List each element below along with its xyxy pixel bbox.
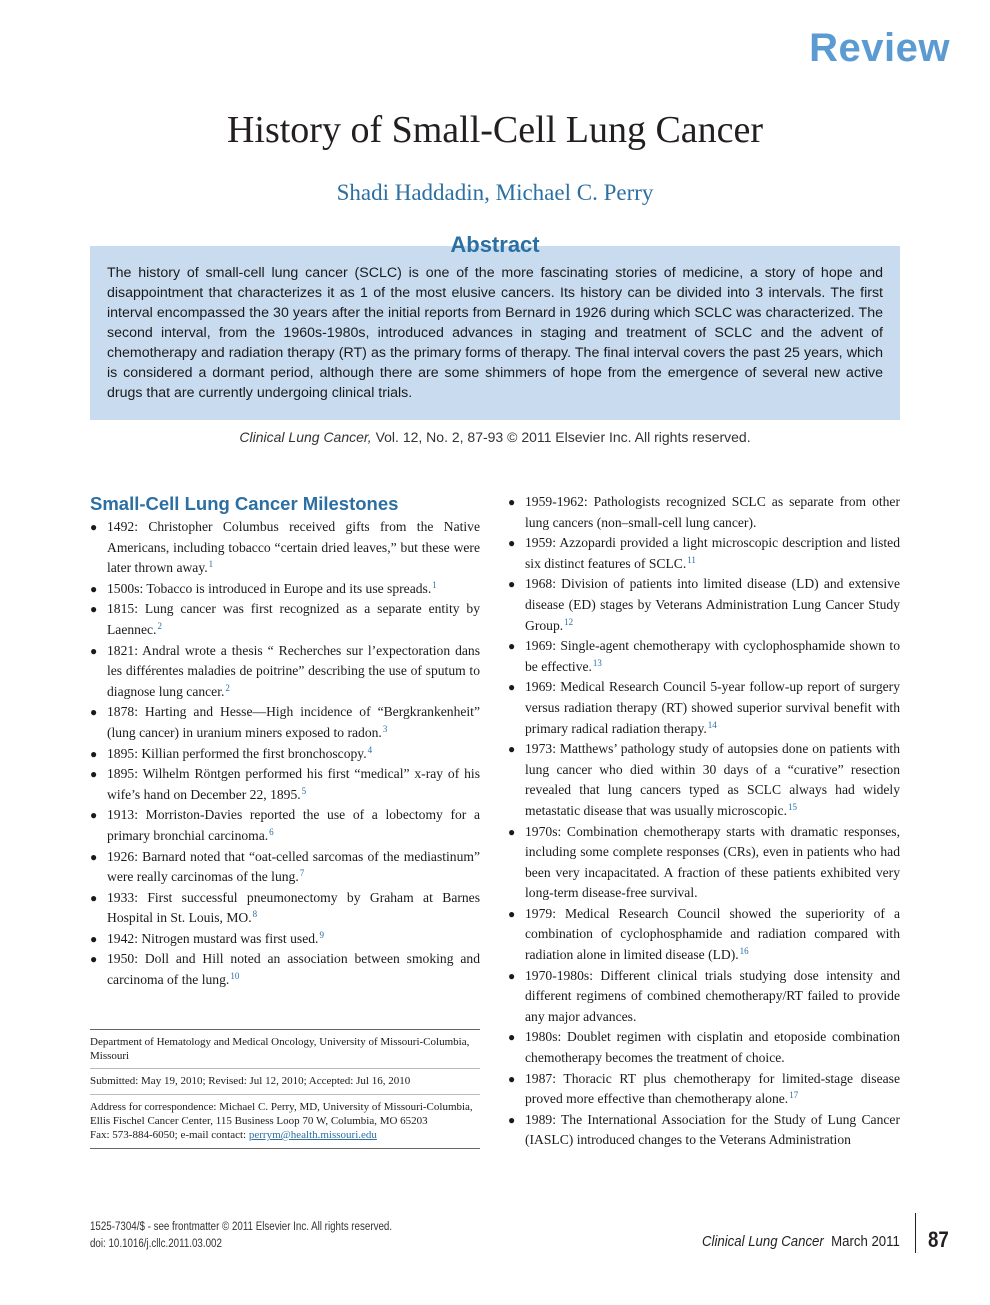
milestone-item bbox=[90, 641, 480, 703]
reference-marker[interactable]: 2 bbox=[225, 682, 230, 693]
milestone-item bbox=[508, 822, 900, 904]
citation-journal: Clinical Lung Cancer, bbox=[239, 429, 372, 445]
bullet-icon: ● bbox=[90, 746, 98, 761]
reference-marker[interactable]: 17 bbox=[789, 1090, 799, 1101]
bullet-icon: ● bbox=[508, 824, 516, 839]
reference-marker[interactable]: 5 bbox=[301, 785, 307, 796]
reference-marker[interactable]: 10 bbox=[230, 971, 240, 982]
bullet-icon: ● bbox=[90, 931, 98, 946]
article-authors: Shadi Haddadin, Michael C. Perry bbox=[336, 180, 654, 205]
milestone-item bbox=[90, 579, 480, 600]
milestone-text: 1969: Medical Research Council 5-year follow-up report of surgery versus radiation therapy (RT) showed superior survival benefit with primary radical radiation therapy. bbox=[525, 679, 900, 736]
reference-marker[interactable]: 9 bbox=[319, 929, 324, 940]
abstract-heading: Abstract bbox=[450, 232, 540, 257]
milestone-item bbox=[90, 949, 480, 990]
bullet-icon: ● bbox=[90, 520, 98, 534]
reference-marker[interactable]: 15 bbox=[787, 801, 797, 812]
milestone-item bbox=[508, 492, 900, 533]
footer-left bbox=[90, 1219, 392, 1253]
section-tag: Review bbox=[809, 26, 950, 70]
milestone-text: 1973: Matthews’ pathology study of autopsies done on patients with lung cancer who died within 30 days of a “curative” resection revealed that lung cancers typed as SCLC always had widely metastatic disease that was usually microscopic. bbox=[525, 741, 900, 818]
reference-marker[interactable]: 1 bbox=[432, 579, 437, 590]
milestone-item bbox=[508, 574, 900, 636]
footer-divider bbox=[915, 1213, 916, 1253]
reference-marker[interactable]: 3 bbox=[382, 723, 388, 734]
reference-marker[interactable]: 13 bbox=[592, 657, 602, 668]
milestone-item bbox=[508, 1110, 900, 1151]
milestone-item bbox=[90, 929, 480, 950]
milestone-text: 1970-1980s: Different clinical trials studying dose intensity and different regimens of combined chemotherapy/RT failed to provide any major advances. bbox=[525, 967, 900, 1024]
milestone-text: 1926: Barnard noted that “oat-celled sarcomas of the mediastinum” were really carcinomas of the lung. bbox=[107, 848, 480, 885]
footer-doi: doi: 10.1016/j.cllc.2011.03.002 bbox=[90, 1238, 222, 1250]
milestones-list-left bbox=[90, 517, 480, 991]
reference-marker[interactable]: 7 bbox=[299, 868, 305, 879]
milestone-text: 1500s: Tobacco is introduced in Europe and its use spreads. bbox=[107, 580, 432, 596]
milestone-text: 1959-1962: Pathologists recognized SCLC as separate from other lung cancers (non–small-cell lung cancer). bbox=[525, 494, 900, 530]
milestone-item bbox=[508, 966, 900, 1028]
milestone-text: 1942: Nitrogen mustard was first used. bbox=[107, 930, 319, 946]
reference-marker[interactable]: 12 bbox=[564, 616, 574, 627]
milestone-text: 1980s: Doublet regimen with cisplatin and etoposide combination chemotherapy becomes the treatment of choice. bbox=[525, 1029, 900, 1066]
bullet-icon: ● bbox=[508, 742, 516, 757]
bullet-icon: ● bbox=[90, 643, 98, 658]
bullet-icon: ● bbox=[90, 767, 98, 782]
bullet-icon: ● bbox=[508, 577, 516, 592]
correspondence-note bbox=[90, 1100, 480, 1142]
bullet-icon: ● bbox=[508, 1071, 516, 1086]
milestone-text: 1968: Division of patients into limited disease (LD) and extensive disease (ED) stages by Veterans Administration Lung Cancer Study Group. bbox=[525, 576, 900, 633]
milestone-item bbox=[508, 1069, 900, 1110]
citation bbox=[0, 429, 990, 445]
bullet-icon: ● bbox=[508, 680, 516, 695]
milestone-text: 1815: Lung cancer was first recognized as a separate entity by Laennec. bbox=[107, 601, 480, 637]
reference-marker[interactable]: 14 bbox=[707, 719, 717, 730]
citation-details: Vol. 12, No. 2, 87-93 © 2011 Elsevier Inc. All rights reserved. bbox=[371, 429, 751, 445]
milestone-item bbox=[508, 739, 900, 821]
correspondence-address: Address for correspondence: Michael C. Perry, MD, University of Missouri-Columbia, Ellis Fischel Cancer Center, 115 Business Loop 70 W, Columbia, MO 65203 bbox=[90, 1101, 473, 1127]
milestones-heading: Small-Cell Lung Cancer Milestones bbox=[90, 493, 399, 514]
bullet-icon: ● bbox=[508, 906, 516, 921]
bullet-icon: ● bbox=[90, 808, 98, 823]
milestone-text: 1492: Christopher Columbus received gifts from the Native Americans, including tobacco “certain dried leaves,” but these were later thrown away. bbox=[107, 519, 480, 576]
milestone-item bbox=[90, 702, 480, 743]
milestone-text: 1933: First successful pneumonectomy by Graham at Barnes Hospital in St. Louis, MO. bbox=[107, 889, 480, 926]
bullet-icon: ● bbox=[90, 705, 98, 720]
abstract-text: The history of small-cell lung cancer (SCLC) is one of the more fascinating stories of medicine, a story of hope and disappointment that characterizes it as 1 of the most elusive cancers. Its history can be divided into 3 intervals. The first interval encompassed the 30 years after the initial reports from Bernard in 1926 during which SCLC was characterized. The second interval, from the 1960s-1980s, introduced advances in staging and treatment of SCLC and the advent of chemotherapy and radiation therapy (RT) as the primary forms of therapy. The final interval covers the past 25 years, which is considered a dormant period, although there are some shimmers of hope from the emergence of several new active drugs that are currently undergoing clinical trials. bbox=[107, 265, 883, 401]
milestone-text: 1959: Azzopardi provided a light microscopic description and listed six distinct features of SCLC. bbox=[525, 535, 900, 571]
milestone-text: 1970s: Combination chemotherapy starts with dramatic responses, including some complete responses (CRs), even in patients who had been very incapacitated. A fraction of these patients exhibited very long-term disease-free survival. bbox=[525, 823, 900, 901]
bullet-icon: ● bbox=[90, 890, 98, 905]
bullet-icon: ● bbox=[508, 1030, 516, 1045]
bullet-icon: ● bbox=[90, 581, 98, 596]
milestone-item bbox=[90, 805, 480, 846]
dates-note: Submitted: May 19, 2010; Revised: Jul 12, 2010; Accepted: Jul 16, 2010 bbox=[90, 1075, 411, 1087]
footer-issue-date: March 2011 bbox=[831, 1233, 900, 1250]
reference-marker[interactable]: 6 bbox=[269, 826, 274, 837]
footer-journal: Clinical Lung Cancer bbox=[702, 1233, 824, 1250]
milestone-text: 1989: The International Association for the Study of Lung Cancer (IASLC) introduced changes to the Veterans Administration bbox=[525, 1111, 900, 1148]
milestone-text: 1969: Single-agent chemotherapy with cyclophosphamide shown to be effective. bbox=[525, 638, 900, 674]
milestone-item bbox=[90, 847, 480, 888]
milestone-text: 1913: Morriston-Davies reported the use of a lobectomy for a primary bronchial carcinoma. bbox=[107, 807, 480, 843]
bullet-icon: ● bbox=[508, 968, 516, 983]
email-link[interactable]: perrym@health.missouri.edu bbox=[248, 1129, 377, 1141]
page-number: 87 bbox=[928, 1227, 949, 1252]
left-column bbox=[90, 492, 480, 991]
milestone-item bbox=[90, 599, 480, 640]
notes-divider bbox=[90, 1029, 480, 1030]
notes-bottom-rule bbox=[90, 1148, 480, 1149]
reference-marker[interactable]: 16 bbox=[739, 946, 749, 957]
milestone-text: 1878: Harting and Hesse—High incidence of “Bergkrankenheit” (lung cancer) in uranium miners exposed to radon. bbox=[107, 704, 480, 740]
milestones-list-right bbox=[508, 492, 900, 1151]
milestone-item bbox=[508, 1027, 900, 1068]
bullet-icon: ● bbox=[90, 849, 98, 864]
bullet-icon: ● bbox=[90, 602, 98, 617]
milestone-text: 1895: Killian performed the first bronchoscopy. bbox=[107, 745, 367, 761]
reference-marker[interactable]: 2 bbox=[157, 620, 162, 631]
contact-prefix: Fax: 573-884-6050; e-mail contact: bbox=[90, 1129, 249, 1141]
milestone-text: 1895: Wilhelm Röntgen performed his first “medical” x-ray of his wife’s hand on December 22, 1895. bbox=[107, 766, 480, 802]
milestone-text: 1987: Thoracic RT plus chemotherapy for limited-stage disease proved more effective than chemotherapy alone. bbox=[525, 1070, 900, 1107]
reference-marker[interactable]: 11 bbox=[687, 554, 696, 565]
reference-marker[interactable]: 8 bbox=[252, 909, 258, 920]
milestone-item bbox=[90, 744, 480, 765]
bullet-icon: ● bbox=[90, 952, 98, 967]
milestone-item bbox=[90, 764, 480, 805]
milestone-text: 1979: Medical Research Council showed the superiority of a combination of cyclophosphamide and radiation compared with radiation alone in limited disease (LD). bbox=[525, 905, 900, 963]
reference-marker[interactable]: 4 bbox=[367, 744, 373, 755]
reference-marker[interactable]: 1 bbox=[208, 559, 214, 570]
bullet-icon: ● bbox=[508, 1112, 516, 1127]
footer-journal-info bbox=[702, 1233, 900, 1250]
milestone-item bbox=[90, 888, 480, 929]
milestone-item bbox=[508, 636, 900, 677]
milestone-text: 1950: Doll and Hill noted an association between smoking and carcinoma of the lung. bbox=[107, 951, 480, 988]
article-title: History of Small-Cell Lung Cancer bbox=[226, 109, 764, 151]
bullet-icon: ● bbox=[508, 495, 516, 509]
bullet-icon: ● bbox=[508, 639, 516, 654]
milestone-item bbox=[90, 517, 480, 579]
milestone-text: 1821: Andral wrote a thesis “ Recherches sur l’expectoration dans les différentes maladies de poitrine” describing the use of sputum to diagnose lung cancer. bbox=[107, 642, 480, 699]
notes-divider-2 bbox=[90, 1068, 480, 1069]
milestone-item bbox=[508, 533, 900, 574]
notes-divider-3 bbox=[90, 1094, 480, 1095]
milestone-item bbox=[508, 904, 900, 966]
footer-issn: 1525-7304/$ - see frontmatter © 2011 Elsevier Inc. All rights reserved. bbox=[90, 1221, 393, 1233]
milestone-item bbox=[508, 677, 900, 739]
bullet-icon: ● bbox=[508, 536, 516, 551]
affiliation-note: Department of Hematology and Medical Oncology, University of Missouri-Columbia, Missouri bbox=[90, 1036, 470, 1062]
right-column bbox=[508, 492, 900, 1151]
